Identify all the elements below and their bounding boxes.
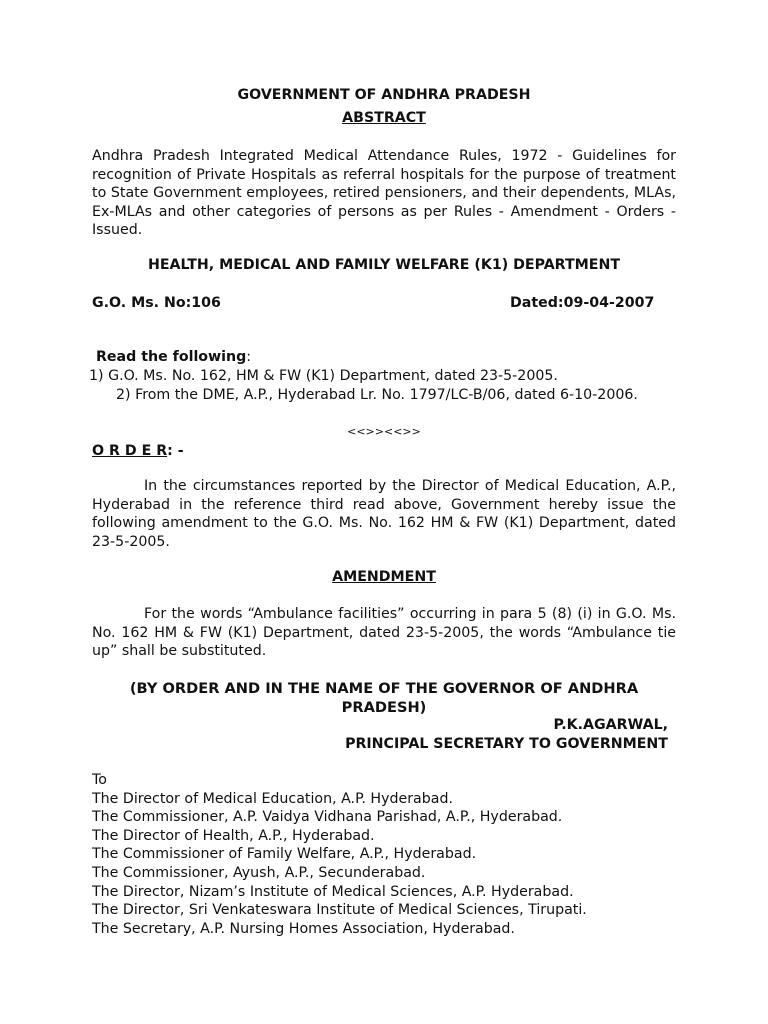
references-heading	[96, 348, 680, 367]
abstract-heading: ABSTRACT	[342, 110, 426, 126]
reference-item: 2) From the DME, A.P., Hyderabad Lr. No. 1797/LC-B/06, dated 6-10-2006.	[116, 387, 638, 403]
department-heading: HEALTH, MEDICAL AND FAMILY WELFARE (K1) DEPARTMENT	[147, 257, 621, 273]
order-label-suffix: : -	[167, 443, 184, 459]
recipient-item: The Commissioner, A.P. Vaidya Vidhana Parishad, A.P., Hyderabad.	[92, 809, 563, 826]
references-label-suffix: :	[246, 349, 252, 365]
amendment-heading-wrap	[92, 568, 676, 587]
recipient-item: The Director, Nizam’s Institute of Medical Sciences, A.P. Hyderabad.	[92, 883, 574, 900]
recipient-item: The Director of Health, A.P., Hyderabad.	[92, 827, 375, 844]
government-heading: GOVERNMENT OF ANDHRA PRADESH	[237, 87, 531, 103]
recipient-item: The Director, Sri Venkateswara Institute of Medical Sciences, Tirupati.	[92, 902, 587, 919]
abstract-heading-wrap	[92, 109, 676, 128]
signatory-name: P.K.AGARWAL,	[553, 717, 668, 733]
recipient-item: The Commissioner, Ayush, A.P., Secunderabad.	[92, 864, 426, 881]
references-label: Read the following	[96, 349, 247, 365]
abstract-text: Andhra Pradesh Integrated Medical Attendance Rules, 1972 - Guidelines for recognition of Private Hospitals as referral hospitals for the purpose of treatment to State Government employees, retired pensioners, and their dependents, MLAs, Ex-MLAs and other categories of persons as per Rules - Amendment - Orders - Issued.	[92, 148, 676, 239]
order-heading	[92, 442, 676, 461]
order-label: O R D E R	[92, 443, 168, 459]
go-number: G.O. Ms. No:106	[92, 295, 221, 311]
amendment-heading: AMENDMENT	[332, 569, 436, 585]
go-date: Dated:09-04-2007	[510, 295, 655, 311]
separator-mark: <<>><<>>	[347, 425, 421, 438]
reference-item: 1) G.O. Ms. No. 162, HM & FW (K1) Department, dated 23-5-2005.	[89, 368, 558, 384]
by-order-line: (BY ORDER AND IN THE NAME OF THE GOVERNOR OF ANDHRA PRADESH)	[129, 680, 639, 716]
recipient-item: The Commissioner of Family Welfare, A.P., Hyderabad.	[92, 846, 477, 863]
recipient-item: The Secretary, A.P. Nursing Homes Association, Hyderabad.	[92, 920, 515, 937]
signatory-title: PRINCIPAL SECRETARY TO GOVERNMENT	[345, 736, 668, 752]
recipients-block	[92, 771, 676, 938]
recipient-item: The Director of Medical Education, A.P. Hyderabad.	[92, 790, 453, 807]
go-line	[92, 294, 676, 313]
to-label: To	[92, 772, 107, 788]
amendment-text: For the words “Ambulance facilities” occurring in para 5 (8) (i) in G.O. Ms. No. 162 HM & FW (K1) Department, dated 23-5-2005, the words “Ambulance tie up” shall be substituted.	[92, 606, 676, 660]
order-text: In the circumstances reported by the Director of Medical Education, A.P., Hyderabad in the reference third read above, Government hereby issue the following amendment to the G.O. Ms. No. 162 HM & FW (K1) Department, dated 23-5-2005.	[92, 478, 676, 550]
